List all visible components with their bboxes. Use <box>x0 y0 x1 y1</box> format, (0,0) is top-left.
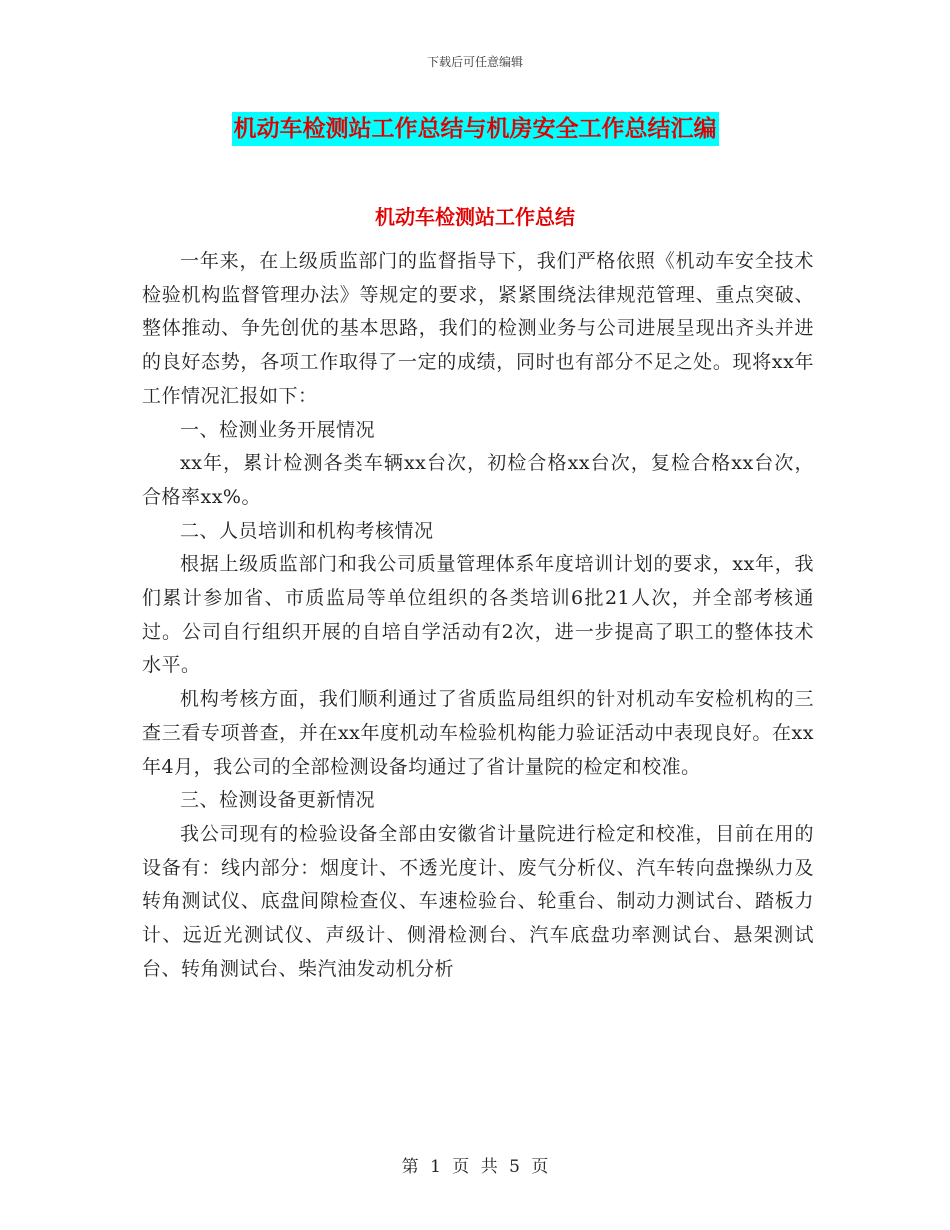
heading-testing-business: 一、检测业务开展情况 <box>180 418 376 441</box>
heading-equipment: 三、检测设备更新情况 <box>180 789 376 812</box>
paragraph-assessment: 机构考核方面，我们顺利通过了省质监局组织的针对机动车安检机构的三查三看专项普查，并在xx年度机动车检验机构能力验证活动中表现良好。在xx年4月，我公司的全部检测设备均通过了省计量院的检定和校准。 <box>142 688 814 778</box>
header-note: 下载后可任意编辑 <box>426 55 523 69</box>
paragraph-training: 根据上级质监部门和我公司质量管理体系年度培训计划的要求，xx年，我们累计参加省、市质监局等单位组织的各类培训6批21人次，并全部考核通过。公司自行组织开展的自培自学活动有2次，进一步提高了职工的整体技术水平。 <box>142 553 814 677</box>
page-number: 第 1 页 共 5 页 <box>401 1157 549 1177</box>
paragraph-equipment: 我公司现有的检验设备全部由安徽省计量院进行检定和校准，目前在用的设备有：线内部分：烟度计、不透光度计、废气分析仪、汽车转向盘操纵力及转角测试仪、底盘间隙检查仪、车速检验台、轮重台、制动力测试台、踏板力计、远近光测试仪、声级计、侧滑检测台、汽车底盘功率测试台、悬架测试台、转角测试台、柴汽油发动机分析 <box>142 822 814 980</box>
document-body <box>142 245 814 986</box>
paragraph-intro: 一年来，在上级质监部门的监督指导下，我们严格依照《机动车安全技术检验机构监督管理办法》等规定的要求，紧紧围绕法律规范管理、重点突破、整体推动、争先创优的基本思路，我们的检测业务与公司进展呈现出齐头并进的良好态势，各项工作取得了一定的成绩，同时也有部分不足之处。现将xx年工作情况汇报如下： <box>142 250 814 407</box>
document-title <box>0 112 950 146</box>
heading-training: 二、人员培训和机构考核情况 <box>180 519 434 542</box>
document-title-text: 机动车检测站工作总结与机房安全工作总结汇编 <box>232 112 719 146</box>
section-title: 机动车检测站工作总结 <box>375 205 575 229</box>
paragraph-testing-business: xx年，累计检测各类车辆xx台次，初检合格xx台次，复检合格xx台次，合格率xx%。 <box>142 452 814 508</box>
